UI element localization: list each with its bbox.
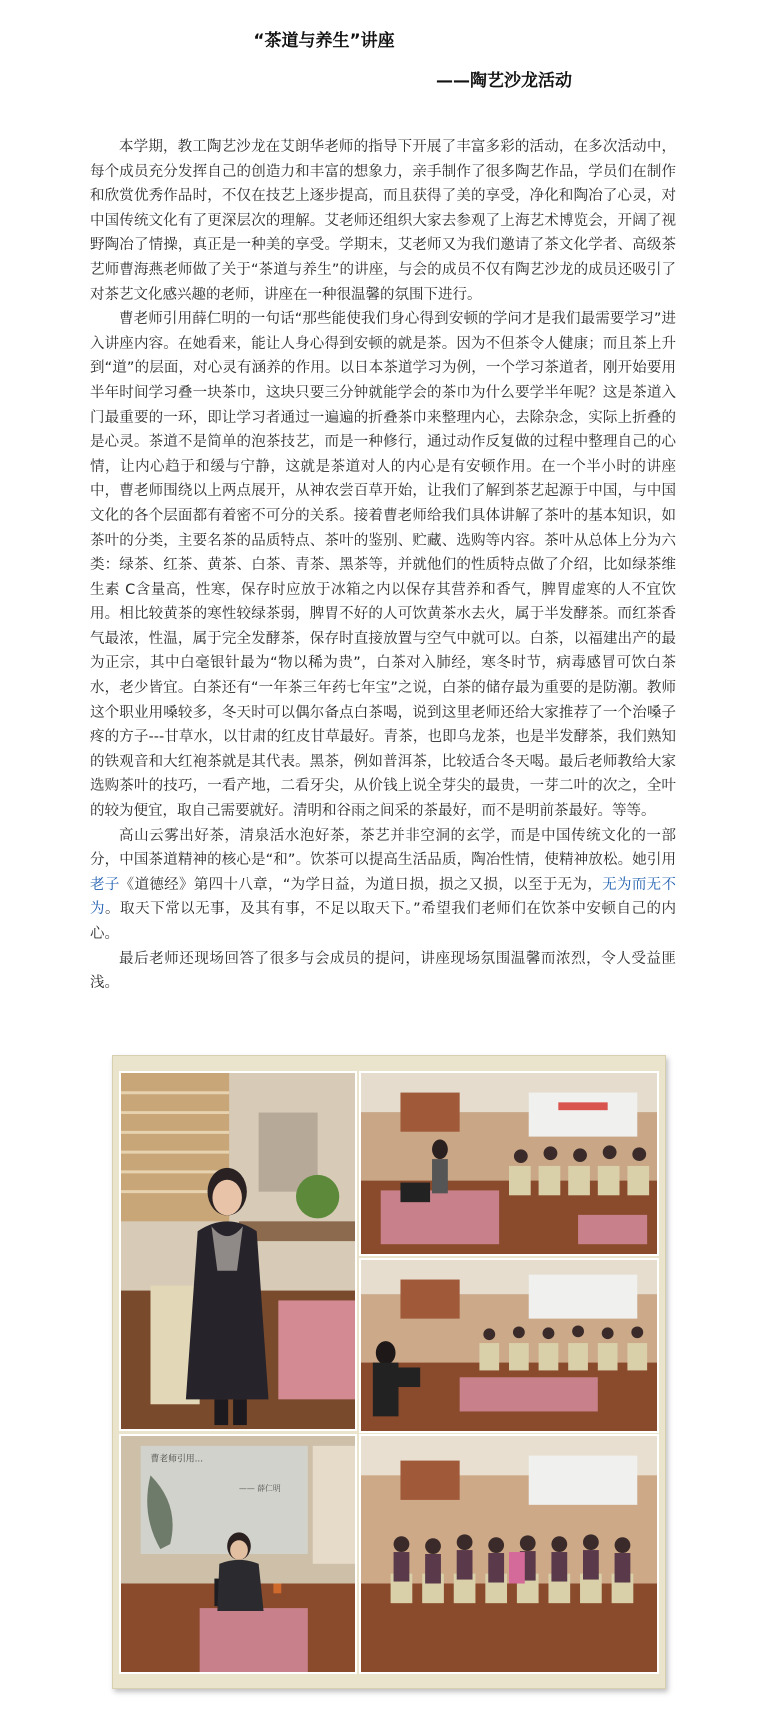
para3-text-3: 。取天下常以无事，及其有事，不足以取天下。”希望我们老师们在饮茶中安顿自己的内心。 — [90, 901, 677, 942]
article-subtitle: ——陶艺沙龙活动 — [436, 71, 572, 91]
wuwei-link[interactable]: 无为而无不为 — [90, 876, 677, 918]
para3-text-2: 《道德经》第四十八章，“为学日益，为道日损，损之又损，以至于无为， — [119, 876, 603, 893]
article-title: “茶道与养生”讲座 — [253, 31, 395, 51]
photo-collage — [112, 1055, 666, 1689]
paragraph-tea-culture — [90, 824, 676, 947]
slide-heading: 曹老师引用... — [150, 1454, 204, 1465]
photo-speaker — [119, 1071, 357, 1431]
photo-audience-1 — [359, 1071, 659, 1256]
slide-caption: —— 薛仁明 — [238, 1484, 281, 1494]
photo-slide — [119, 1434, 357, 1674]
paragraph-intro: 本学期，教工陶艺沙龙在艾朗华老师的指导下开展了丰富多彩的活动，在多次活动中，每个成员充分发挥自己的创造力和丰富的想象力，亲手制作了很多陶艺作品，学员们在制作和欣赏优秀作品时，不仅在技艺上逐步提高，而且获得了美的享受，净化和陶冶了心灵，对中国传统文化有了更深层次的理解。艾老师还组织大家去参观了上海艺术博览会，开阔了视野陶冶了情操，真正是一种美的享受。学期末，艾老师又为我们邀请了茶文化学者、高级茶艺师曹海燕老师做了关于“茶道与养生”的讲座，与会的成员不仅有陶艺沙龙的成员还吸引了对茶艺文化感兴趣的老师，讲座在一种很温馨的氛围下进行。 — [90, 139, 676, 303]
article-body — [90, 135, 676, 996]
photo-audience-3 — [359, 1434, 659, 1674]
para3-text-1: 高山云雾出好茶，清泉活水泡好茶，茶艺并非空洞的玄学，而是中国传统文化的一部分，中国茶道精神的核心是“和”。饮茶可以提高生活品质，陶冶性情，使精神放松。她引用 — [90, 827, 676, 869]
paragraph-closing: 最后老师还现场回答了很多与会成员的提问，讲座现场氛围温馨而浓烈，令人受益匪浅。 — [90, 950, 676, 992]
photo-audience-2 — [359, 1258, 659, 1433]
laozi-link[interactable]: 老子 — [90, 876, 120, 893]
paragraph-lecture: 曹老师引用薛仁明的一句话“那些能使我们身心得到安顿的学问才是我们最需要学习”进入讲座内容。在她看来，能让人身心得到安顿的就是茶。因为不但茶令人健康；而且茶上升到“道”的层面，对心灵有涵养的作用。以日本茶道学习为例，一个学习茶道者，刚开始要用半年时间学习叠一块茶巾，这块只要三分钟就能学会的茶巾为什么要学半年呢？这是茶道入门最重要的一环，即让学习者通过一遍遍的折叠茶巾来整理内心，去除杂念，实际上折叠的是心灵。茶道不是简单的泡茶技艺，而是一种修行，通过动作反复做的过程中整理自己的心情，让内心趋于和缓与宁静，这就是茶道对人的内心是有安顿作用。在一个半小时的讲座中，曹老师围绕以上两点展开，从神农尝百草开始，让我们了解到茶艺起源于中国，与中国文化的各个层面都有着密不可分的关系。接着曹老师给我们具体讲解了茶叶的基本知识，如茶叶的分类，主要名茶的品质特点、茶叶的鉴别、贮藏、选购等内容。茶叶从总体上分为六类：绿茶、红茶、黄茶、白茶、青茶、黑茶等，并就他们的性质特点做了介绍，比如绿茶维生素 C含量高，性寒，保存时应放于冰箱之内以保存其营养和香气，脾胃虚寒的人不宜饮用。相比较黄茶的寒性较绿茶弱，脾胃不好的人可饮黄茶水去火，属于半发酵茶。而红茶香气最浓，性温，属于完全发酵茶，保存时直接放置与空气中就可以。白茶，以福建出产的最为正宗，其中白毫银针最为“物以稀为贵”，白茶对入肺经，寒冬时节，病毒感冒可饮白茶水，老少皆宜。白茶还有“一年茶三年药七年宝”之说，白茶的储存最为重要的是防潮。教师这个职业用嗓较多，冬天时可以偶尔备点白茶喝，说到这里老师还给大家推荐了一个治嗓子疼的方子---甘草水，以甘肃的红皮甘草最好。青茶，也即乌龙茶，也是半发酵茶，我们熟知的铁观音和大红袍茶就是其代表。黑茶，例如普洱茶，比较适合冬天喝。最后老师教给大家选购茶叶的技巧，一看产地，二看牙尖，从价钱上说全芽尖的最贵，一芽二叶的次之，全叶的较为便宜，取自己需要就好。清明和谷雨之间采的茶最好，而不是明前茶最好。等等。 — [90, 311, 676, 820]
